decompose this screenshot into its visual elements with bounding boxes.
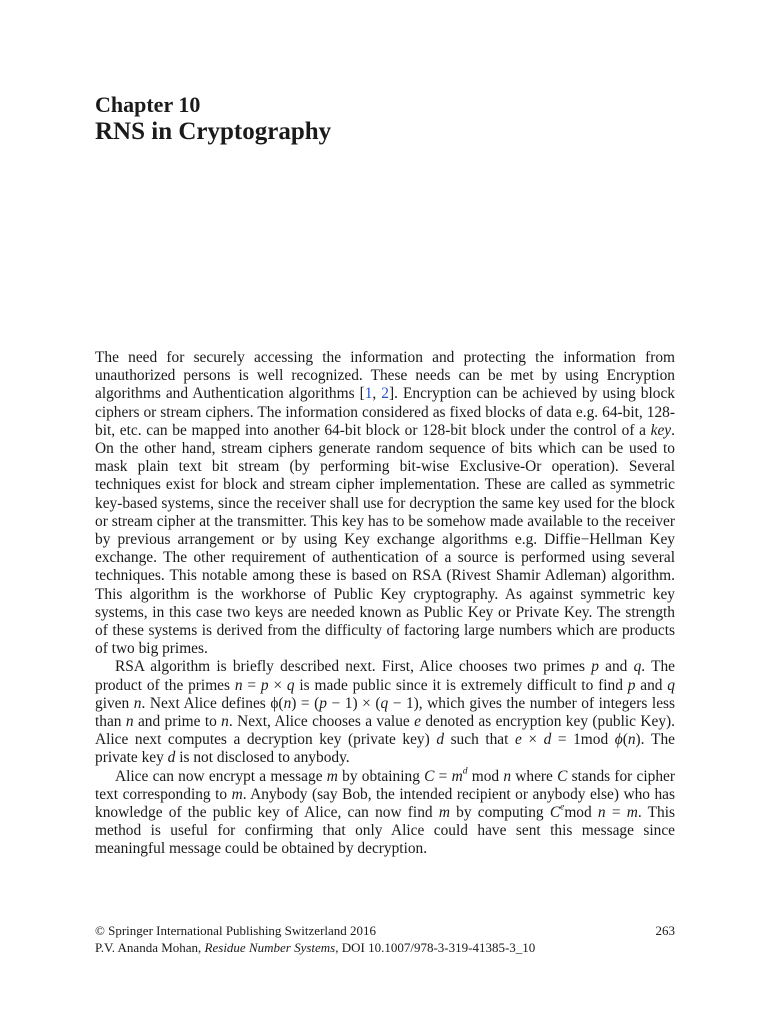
paragraph-2: RSA algorithm is briefly described next. First, Alice chooses two primes p and q. The product of the primes n = p × q is made public since it is extremely difficult to find p and q given n. Next Alice defines ϕ(n) = (p − 1) × (q − 1), which gives the number of integers less than n and prime to n. Next, Alice chooses a value e denoted as encryption key (public Key). Alice next computes a decryption key (private key) d such that e × d = 1mod ϕ(n). The private key d is not disclosed to anybody.: [95, 658, 676, 767]
chapter-title: RNS in Cryptography: [95, 118, 332, 145]
paragraph-3: Alice can now encrypt a message m by obtaining $C = m^d$ mod n where C stands for cipher text corresponding to m. Anybody (say Bob, the intended recipient or anybody else) who has knowledge of the public key of Alice, can now find m by computing Cemod n = m. This method is useful for confirming that only Alice could have sent this message since meaningful message could be obtained by decryption.: [95, 765, 676, 858]
book-page: [95, 0, 675, 1024]
chapter-label: Chapter 10: [95, 92, 201, 117]
body-text: [95, 349, 675, 859]
copyright-notice: © Springer International Publishing Switzerland 2016: [95, 923, 377, 938]
citation-link[interactable]: 2: [381, 385, 389, 403]
book-citation: P.V. Ananda Mohan, Residue Number Systems, DOI 10.1007/978-3-319-41385-3_10: [95, 940, 536, 955]
citation-link[interactable]: 1: [364, 385, 373, 403]
paragraph-1: The need for securely accessing the information and protecting the information from unauthorized persons is well recognized. These needs can be met by using Encryption algorithms and Authentication algorithms [1, 2]. Encryption can be achieved by using block ciphers or stream ciphers. The information considered as fixed blocks of data e.g. 64-bit, 128-bit, etc. can be mapped into another 64-bit block or 128-bit block under the control of a key. On the other hand, stream ciphers generate random sequence of bits which can be used to mask plain text bit stream (by performing bit-wise Exclusive-Or operation). Several techniques exist for block and stream cipher implementation. These are called as symmetric key-based systems, since the receiver shall use for decryption the same key used for the block or stream cipher at the transmitter. This key has to be somehow made available to the receiver by previous arrangement or by using Key exchange algorithms e.g. Diffie−Hellman Key exchange. The other requirement of authentication of a source is performed using several techniques. This notable among these is based on RSA (Rivest Shamir Adleman) algorithm. This algorithm is the workhorse of Public Key cryptography. As against symmetric key systems, in this case two keys are needed known as Public Key or Private Key. The strength of these systems is derived from the difficulty of factoring large numbers which are products of two big primes.: [95, 349, 675, 658]
page-footer: [95, 922, 675, 956]
page-number: 263: [655, 923, 675, 938]
